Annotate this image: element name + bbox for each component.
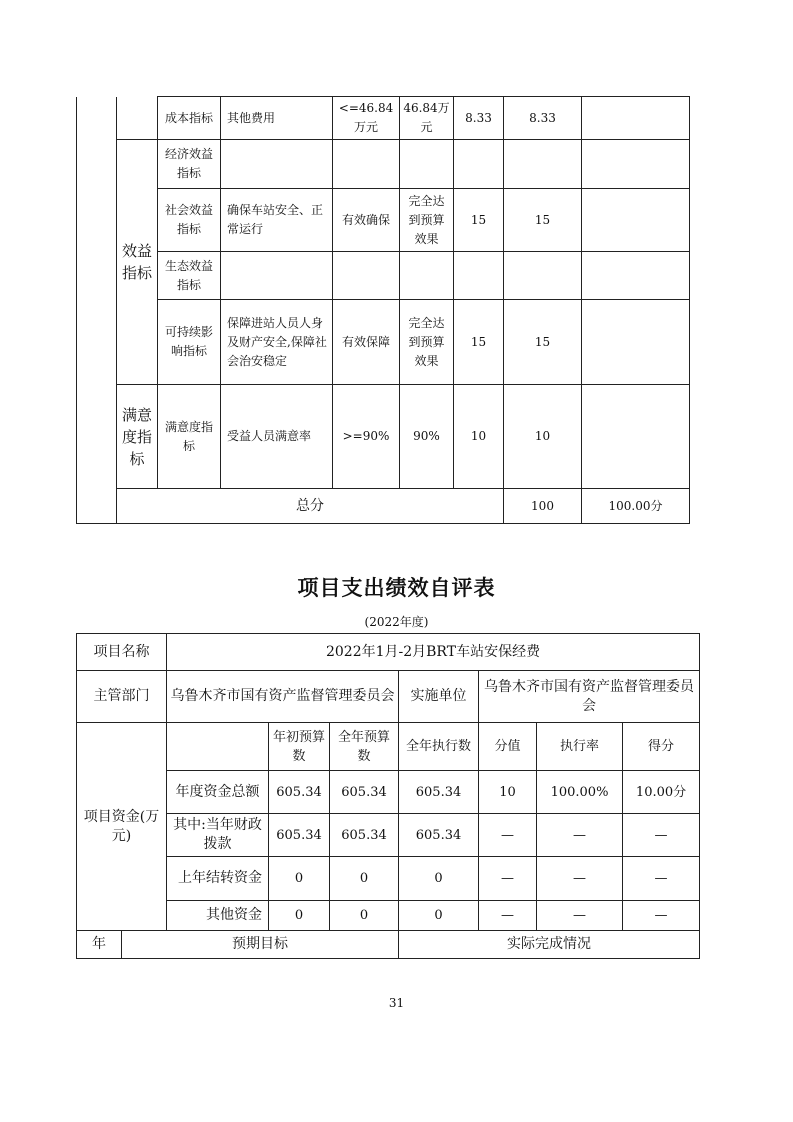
indicator-target: 有效保障 [333, 300, 400, 385]
indicator-actual: 46.84万元 [400, 97, 454, 140]
table-row [77, 671, 700, 723]
satisfaction-group-label: 满意度指标 [117, 385, 158, 489]
indicator-weight: 15 [454, 300, 504, 385]
indicator-remark [582, 252, 690, 300]
table-row [77, 723, 700, 771]
indicator-score: 10 [504, 385, 582, 489]
fund-initial: 0 [269, 857, 330, 901]
indicator-item: 其他费用 [221, 97, 333, 140]
fund-row-label: 其中:当年财政拨款 [167, 814, 269, 857]
header-score: 得分 [623, 723, 700, 771]
indicator-label: 可持续影响指标 [158, 300, 221, 385]
funds-label: 项目资金(万元) [77, 723, 167, 931]
indicator-remark [582, 385, 690, 489]
indicator-weight: 8.33 [454, 97, 504, 140]
table-row [77, 300, 690, 385]
fund-initial: 605.34 [269, 771, 330, 814]
table-row [77, 97, 690, 140]
impl-label: 实施单位 [399, 671, 479, 723]
outer-group-cell [77, 97, 117, 524]
indicator-remark [582, 140, 690, 189]
indicator-target: <=46.84万元 [333, 97, 400, 140]
expected-goal-label: 预期目标 [122, 931, 399, 959]
fund-rate: — [537, 857, 623, 901]
page-title: 项目支出绩效自评表 [297, 576, 496, 600]
dept-value: 乌鲁木齐市国有资产监督管理委员会 [167, 671, 399, 723]
fund-rate: 100.00% [537, 771, 623, 814]
indicator-target [333, 140, 400, 189]
table-row [77, 634, 700, 671]
fund-score: — [623, 901, 700, 931]
impl-value: 乌鲁木齐市国有资产监督管理委员会 [479, 671, 700, 723]
indicator-weight [454, 140, 504, 189]
fund-weight: — [479, 814, 537, 857]
indicator-actual [400, 252, 454, 300]
table-row [77, 489, 690, 524]
indicator-label: 成本指标 [158, 97, 221, 140]
fund-row-label: 年度资金总额 [167, 771, 269, 814]
project-name-label: 项目名称 [77, 634, 167, 671]
fund-rate: — [537, 814, 623, 857]
project-name-value: 2022年1月-2月BRT车站安保经费 [167, 634, 700, 671]
indicator-score: 8.33 [504, 97, 582, 140]
indicator-item [221, 252, 333, 300]
header-blank [167, 723, 269, 771]
table-row [77, 189, 690, 252]
fund-row-label: 其他资金 [167, 901, 269, 931]
fund-budget: 0 [330, 857, 399, 901]
group-cell [117, 97, 158, 140]
page-number: 31 [388, 996, 405, 1010]
indicator-actual: 完全达到预算效果 [400, 300, 454, 385]
table-row [77, 140, 690, 189]
indicator-remark [582, 300, 690, 385]
fund-score: — [623, 814, 700, 857]
indicator-score: 15 [504, 300, 582, 385]
indicator-target: 有效确保 [333, 189, 400, 252]
dept-label: 主管部门 [77, 671, 167, 723]
fund-score: — [623, 857, 700, 901]
year-label: 年 [77, 931, 122, 959]
fund-weight: 10 [479, 771, 537, 814]
fund-weight: — [479, 901, 537, 931]
indicator-label: 社会效益指标 [158, 189, 221, 252]
fund-budget: 0 [330, 901, 399, 931]
indicator-weight: 10 [454, 385, 504, 489]
table-row [77, 385, 690, 489]
fund-exec: 0 [399, 857, 479, 901]
header-annual-exec: 全年执行数 [399, 723, 479, 771]
indicator-item: 保障进站人员人身及财产安全,保障社会治安稳定 [221, 300, 333, 385]
year-subtitle: (2022年度) [364, 615, 429, 629]
indicator-score: 15 [504, 189, 582, 252]
benefit-group-label: 效益指标 [117, 140, 158, 385]
indicator-target [333, 252, 400, 300]
indicator-item [221, 140, 333, 189]
fund-budget: 605.34 [330, 814, 399, 857]
indicator-label: 生态效益指标 [158, 252, 221, 300]
indicator-label: 经济效益指标 [158, 140, 221, 189]
indicator-weight: 15 [454, 189, 504, 252]
fund-exec: 0 [399, 901, 479, 931]
fund-exec: 605.34 [399, 814, 479, 857]
table-row [77, 931, 700, 959]
fund-exec: 605.34 [399, 771, 479, 814]
total-score: 100.00分 [582, 489, 690, 524]
fund-initial: 605.34 [269, 814, 330, 857]
indicator-target: >=90% [333, 385, 400, 489]
performance-indicator-table [76, 96, 690, 524]
indicator-remark [582, 189, 690, 252]
indicator-item: 受益人员满意率 [221, 385, 333, 489]
table-row [77, 857, 700, 901]
indicator-score [504, 252, 582, 300]
indicator-actual: 完全达到预算效果 [400, 189, 454, 252]
indicator-remark [582, 97, 690, 140]
indicator-label: 满意度指标 [158, 385, 221, 489]
actual-completion-label: 实际完成情况 [399, 931, 700, 959]
table-row [77, 814, 700, 857]
fund-row-label: 上年结转资金 [167, 857, 269, 901]
fund-initial: 0 [269, 901, 330, 931]
header-exec-rate: 执行率 [537, 723, 623, 771]
fund-weight: — [479, 857, 537, 901]
self-evaluation-table [76, 633, 700, 959]
indicator-weight [454, 252, 504, 300]
fund-budget: 605.34 [330, 771, 399, 814]
total-label: 总分 [117, 489, 504, 524]
header-annual-budget: 全年预算数 [330, 723, 399, 771]
fund-score: 10.00分 [623, 771, 700, 814]
table-row [77, 252, 690, 300]
table-row [77, 901, 700, 931]
indicator-actual: 90% [400, 385, 454, 489]
indicator-score [504, 140, 582, 189]
indicator-item: 确保车站安全、正常运行 [221, 189, 333, 252]
indicator-actual [400, 140, 454, 189]
header-initial-budget: 年初预算数 [269, 723, 330, 771]
total-weight: 100 [504, 489, 582, 524]
table-row [77, 771, 700, 814]
fund-rate: — [537, 901, 623, 931]
header-weight: 分值 [479, 723, 537, 771]
